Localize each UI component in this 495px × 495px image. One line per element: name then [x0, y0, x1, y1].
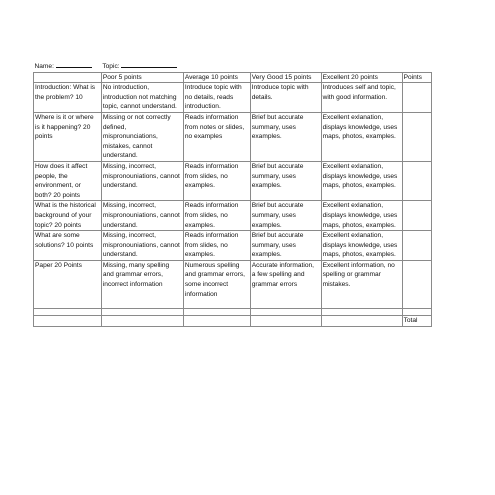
- table-row: [34, 231, 432, 261]
- criteria-cell: What is the historical background of your topic? 20 points: [34, 201, 102, 231]
- column-header: [34, 72, 102, 83]
- excellent-cell: Excellent exlanation, displays knowledge, uses maps, photos, examples.: [321, 201, 402, 231]
- column-header: Points: [402, 72, 431, 83]
- very-good-cell: Brief but accurate summary, uses examples.: [250, 231, 321, 261]
- empty-cell: [101, 315, 183, 326]
- points-cell[interactable]: [402, 83, 431, 113]
- very-good-cell: Introduce topic with details.: [250, 83, 321, 113]
- average-cell: Reads information from notes or slides, no examples: [183, 112, 250, 161]
- excellent-cell: Introduces self and topic, with good information.: [321, 83, 402, 113]
- very-good-cell: Brief but accurate summary, uses examples.: [250, 201, 321, 231]
- poor-cell: No introduction, introduction not matching topic, cannot understand.: [101, 83, 183, 113]
- empty-cell: [250, 315, 321, 326]
- criteria-cell: Introduction: What is the problem? 10: [34, 83, 102, 113]
- points-cell[interactable]: [402, 112, 431, 161]
- name-blank-line: [56, 60, 92, 68]
- excellent-cell: Excellent exlanation, displays knowledge, uses maps, photos, examples.: [321, 161, 402, 200]
- rubric-table: [33, 60, 432, 327]
- table-row: [34, 161, 432, 200]
- poor-cell: Missing or not correctly defined, mispronunciations, mistakes, cannot understand.: [101, 112, 183, 161]
- header-spacer: [321, 60, 402, 72]
- header-spacer: [250, 60, 321, 72]
- average-cell: Numerous spelling and grammar errors, some incorrect information: [183, 260, 250, 308]
- empty-cell: [321, 315, 402, 326]
- poor-cell: Missing, incorrect, mispronouniations, cannot understand.: [101, 231, 183, 261]
- header-spacer: [402, 60, 431, 72]
- criteria-cell: How does it affect people, the environment, or both? 20 points: [34, 161, 102, 200]
- criteria-cell: What are some solutions? 10 points: [34, 231, 102, 261]
- name-label: Name:: [34, 63, 54, 70]
- very-good-cell: Brief but accurate summary, uses examples.: [250, 112, 321, 161]
- points-cell[interactable]: [402, 201, 431, 231]
- rubric-sheet: [33, 60, 432, 327]
- poor-cell: Missing, incorrect, mispronouniations, cannot understand.: [101, 201, 183, 231]
- excellent-cell: Excellent exlanation, displays knowledge, uses maps, photos, examples.: [321, 231, 402, 261]
- empty-cell: [101, 308, 183, 315]
- empty-cell: [34, 308, 102, 315]
- column-header: Poor 5 points: [101, 72, 183, 83]
- topic-cell: [101, 60, 250, 72]
- table-row: [34, 83, 432, 113]
- empty-cell: [34, 315, 102, 326]
- name-topic-row: [34, 60, 432, 72]
- topic-label: Topic:: [102, 63, 120, 70]
- column-header: Average 10 points: [183, 72, 250, 83]
- name-cell: [34, 60, 102, 72]
- topic-blank-line: [121, 60, 177, 68]
- points-cell[interactable]: [402, 260, 431, 308]
- total-row: [34, 315, 432, 326]
- empty-cell: [321, 308, 402, 315]
- empty-cell: [250, 308, 321, 315]
- table-row: [34, 260, 432, 308]
- empty-cell: [183, 315, 250, 326]
- average-cell: Reads information from slides, no examples.: [183, 231, 250, 261]
- table-row: [34, 201, 432, 231]
- average-cell: Introduce topic with no details, reads introduction.: [183, 83, 250, 113]
- very-good-cell: Accurate information, a few spelling and grammar errors: [250, 260, 321, 308]
- excellent-cell: Excellent information, no spelling or grammar mistakes.: [321, 260, 402, 308]
- column-header-row: [34, 72, 432, 83]
- points-cell[interactable]: [402, 161, 431, 200]
- column-header: Excellent 20 points: [321, 72, 402, 83]
- very-good-cell: Brief but accurate summary, uses examples.: [250, 161, 321, 200]
- average-cell: Reads information from slides, no examples.: [183, 161, 250, 200]
- average-cell: Reads information from slides, no examples.: [183, 201, 250, 231]
- empty-cell: [183, 308, 250, 315]
- criteria-cell: Paper 20 Points: [34, 260, 102, 308]
- empty-cell: [402, 308, 431, 315]
- table-row: [34, 112, 432, 161]
- empty-row: [34, 308, 432, 315]
- poor-cell: Missing, many spelling and grammar errors, incorrect information: [101, 260, 183, 308]
- excellent-cell: Excellent exlanation, displays knowledge, uses maps, photos, examples.: [321, 112, 402, 161]
- total-label: Total: [402, 315, 431, 326]
- criteria-cell: Where is it or where is it happening? 20 points: [34, 112, 102, 161]
- points-cell[interactable]: [402, 231, 431, 261]
- poor-cell: Missing, incorrect, mispronouniations, cannot understand.: [101, 161, 183, 200]
- column-header: Very Good 15 points: [250, 72, 321, 83]
